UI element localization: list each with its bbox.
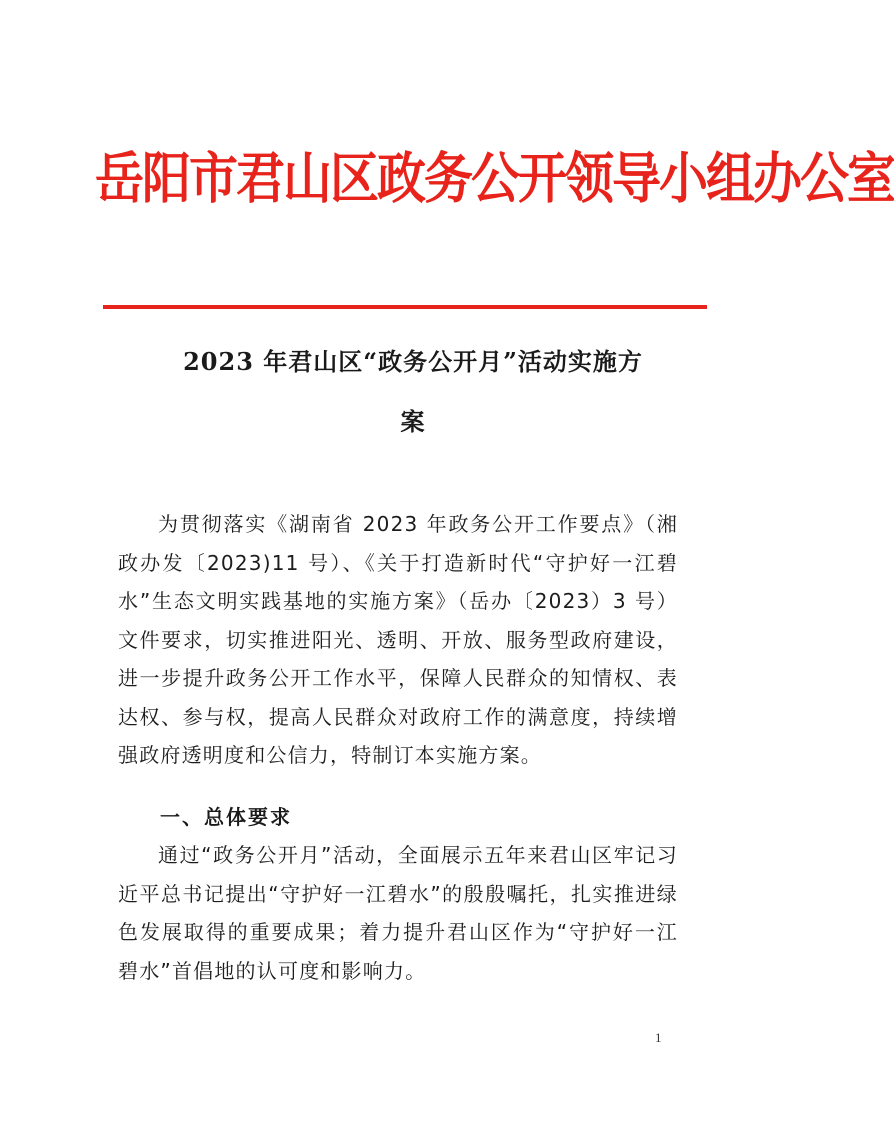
document-title-line-2: 案 [400,407,426,436]
body-paragraph-general-requirements: 通过“政务公开月”活动，全面展示五年来君山区牢记习近平总书记提出“守护好一江碧水”的殷殷嘱托，扎实推进绿色发展取得的重要成果；着力提升君山区作为“守护好一江碧水”首倡地的认可度和影响力。 [118,843,678,983]
document-title-line-1: 2023 年君山区“政务公开月”活动实施方 [183,347,643,376]
body-paragraph-intro: 为贯彻落实《湖南省 2023 年政务公开工作要点》（湘政办发〔2023)11 号）、《关于打造新时代“守护好一江碧水”生态文明实践基地的实施方案》（岳办〔2023）3 号）文件要求，切实推进阳光、透明、开放、服务型政府建设，进一步提升政务公开工作水平，保障人民群众的知情权、表达权、参与权，提高人民群众对政府工作的满意度，持续增强政府透明度和公信力，特制订本实施方案。 [118,512,678,767]
section-heading-general-requirements: 一、总体要求 [160,805,292,829]
letterhead-red-divider [103,305,707,309]
page-number: 1 [655,1030,662,1045]
document-title [118,332,708,452]
letterhead-title: 岳阳市君山区政务公开领导小组办公室 [95,145,894,211]
